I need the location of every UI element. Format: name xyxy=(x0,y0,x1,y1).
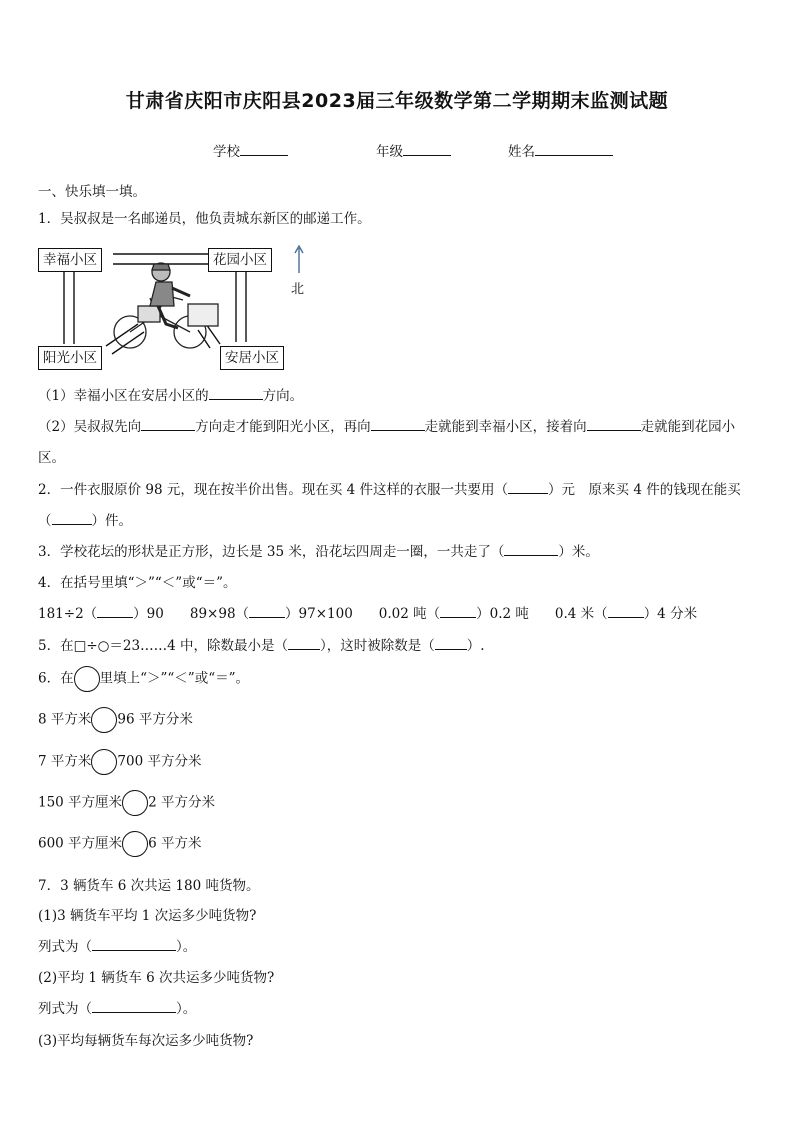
answer-blank[interactable] xyxy=(504,542,558,556)
north-label: 北 xyxy=(291,282,305,297)
answer-blank[interactable] xyxy=(371,417,425,431)
question-6-row-3: 150 平方厘米 2 平方分米 xyxy=(38,790,215,816)
name-blank[interactable] xyxy=(535,141,613,156)
answer-blank[interactable] xyxy=(141,417,195,431)
question-6-row-1: 8 平方米 96 平方分米 xyxy=(38,707,193,733)
map-label-yangguang: 阳光小区 xyxy=(38,346,102,370)
name-label: 姓名 xyxy=(508,144,535,160)
postman-bicycle-illustration xyxy=(114,263,218,348)
question-7-text: 7．3 辆货车 6 次共运 180 吨货物。 xyxy=(38,878,260,894)
answer-blank[interactable] xyxy=(249,604,285,618)
answer-blank[interactable] xyxy=(97,604,133,618)
school-field xyxy=(213,140,288,160)
answer-blank[interactable] xyxy=(52,511,92,525)
answer-blank[interactable] xyxy=(288,636,320,650)
answer-blank[interactable] xyxy=(435,636,467,650)
question-6-text: 6．在 里填上“＞”“＜”或“＝”。 xyxy=(38,666,249,692)
compare-circle[interactable] xyxy=(91,749,117,775)
question-2-cont: （ ）件。 xyxy=(38,513,132,529)
question-2: 2．一件衣服原价 98 元，现在按半价出售。现在买 4 件这样的衣服一共要用（ ）元 原来买 4 件的钱现在能买 xyxy=(38,482,741,498)
school-label: 学校 xyxy=(213,144,240,160)
question-3: 3．学校花坛的形状是正方形，边长是 35 米，沿花坛四周走一圈，一共走了（ ）米。 xyxy=(38,544,599,560)
question-1-part-1: （1）幸福小区在安居小区的 方向。 xyxy=(38,388,304,404)
school-blank[interactable] xyxy=(240,141,288,156)
answer-blank[interactable] xyxy=(92,999,176,1013)
route-map-diagram xyxy=(38,244,318,374)
map-label-huayuan: 花园小区 xyxy=(208,248,272,272)
question-6-row-4: 600 平方厘米 6 平方米 xyxy=(38,831,201,857)
name-field xyxy=(508,140,613,160)
map-label-xingfu: 幸福小区 xyxy=(38,248,102,272)
answer-blank[interactable] xyxy=(608,604,644,618)
question-7-sub-3: (3)平均每辆货车每次运多少吨货物? xyxy=(38,1033,254,1049)
grade-field xyxy=(376,140,451,160)
question-5: 5．在□÷○＝23……4 中，除数最小是（ ），这时被除数是（ ）. xyxy=(38,638,485,654)
answer-blank[interactable] xyxy=(508,480,548,494)
question-4-items: 181÷2（ ）90 89×98（ ）97×100 0.02 吨（ ）0.2 吨 0.4 米（ ）4 分米 xyxy=(38,606,698,622)
question-1-part-2: （2）吴叔叔先向 方向走才能到阳光小区，再向 走就能到幸福小区，接着向 走就能到花园小 xyxy=(38,419,736,435)
question-6-row-2: 7 平方米 700 平方分米 xyxy=(38,749,201,775)
page-title: 甘肃省庆阳市庆阳县2023届三年级数学第二学期期末监测试题 xyxy=(125,90,669,112)
answer-blank[interactable] xyxy=(587,417,641,431)
question-7-formula-2: 列式为（ ）。 xyxy=(38,1001,197,1017)
north-arrow-icon xyxy=(292,244,306,274)
map-label-anju: 安居小区 xyxy=(220,346,284,370)
question-7-sub-1: (1)3 辆货车平均 1 次运多少吨货物? xyxy=(38,908,257,924)
question-4-text: 4．在括号里填“＞”“＜”或“＝”。 xyxy=(38,575,237,591)
compare-circle-icon xyxy=(74,666,100,692)
question-1-text: 1．吴叔叔是一名邮递员，他负责城东新区的邮递工作。 xyxy=(38,211,371,227)
compare-circle[interactable] xyxy=(122,831,148,857)
grade-blank[interactable] xyxy=(403,141,451,156)
answer-blank[interactable] xyxy=(92,937,176,951)
question-7-sub-2: (2)平均 1 辆货车 6 次共运多少吨货物? xyxy=(38,970,275,986)
grade-label: 年级 xyxy=(376,144,403,160)
compare-circle[interactable] xyxy=(122,790,148,816)
answer-blank[interactable] xyxy=(209,386,263,400)
question-1-part-2-cont: 区。 xyxy=(38,450,65,466)
answer-blank[interactable] xyxy=(440,604,476,618)
compare-circle[interactable] xyxy=(91,707,117,733)
question-7-formula-1: 列式为（ ）。 xyxy=(38,939,197,955)
section-heading: 一、快乐填一填。 xyxy=(38,184,146,200)
